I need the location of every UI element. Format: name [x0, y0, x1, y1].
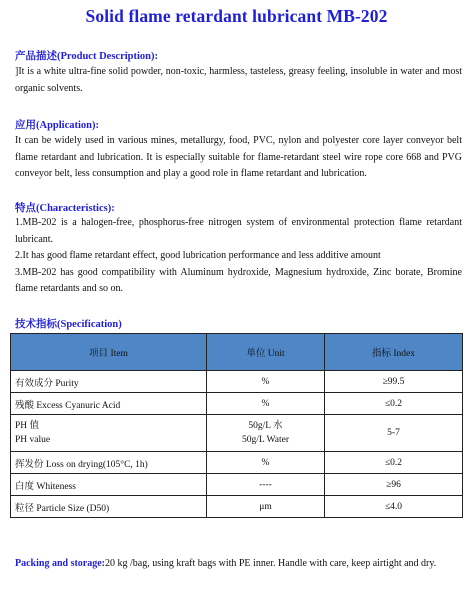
cell-unit: %: [207, 371, 325, 393]
cell-index: 5-7: [325, 415, 463, 452]
cell-item: 残酸 Excess Cyanuric Acid: [11, 393, 207, 415]
specification-table: [10, 333, 463, 518]
product-description-paragraph: ]It is a white ultra-fine solid powder, non-toxic, harmless, tasteless, greasy feeling, insoluble in water and most organic solvents.: [15, 66, 462, 94]
cell-unit: ----: [207, 474, 325, 496]
cell-item: 白度 Whiteness: [11, 474, 207, 496]
characteristics-item: 2.It has good flame retardant effect, good lubrication performance and less additive amount: [15, 250, 381, 261]
characteristics-item: 1.MB-202 is a halogen-free, phosphorus-free nitrogen system of environmental protection flame retardant lubricant.: [15, 217, 462, 245]
characteristics-item: 3.MB-202 has good compatibility with Aluminum hydroxide, Magnesium hydroxide, Zinc borate, Bromine flame retardants and so on.: [15, 266, 462, 294]
table-row: [11, 393, 463, 415]
packing-label: Packing and storage:: [15, 558, 105, 569]
column-header-item: 项目 Item: [11, 334, 207, 371]
cell-index: ≤0.2: [325, 452, 463, 474]
characteristics-list: [15, 215, 462, 298]
characteristics-heading: 特点(Characteristics):: [15, 203, 115, 214]
cell-index: ≤4.0: [325, 496, 463, 518]
document-title: Solid flame retardant lubricant MB-202: [85, 6, 388, 26]
table-header-row: [11, 334, 463, 371]
cell-unit: 50g/L 水 50g/L Water: [207, 415, 325, 452]
application-paragraph: It can be widely used in various mines, metallurgy, food, PVC, nylon and polyester core layer conveyor belt flame retardant and lubrication. It is especially suitable for flame-retardant steel wire rope core 668 and PVG conveyor belt, less consumption and play a good role in flame retardant and lubrication.: [15, 135, 462, 179]
table-row: [11, 474, 463, 496]
cell-index: ≤0.2: [325, 393, 463, 415]
column-header-unit: 单位 Unit: [207, 334, 325, 371]
table-row: [11, 415, 463, 452]
cell-item: 挥发份 Loss on drying(105°C, 1h): [11, 452, 207, 474]
cell-index: ≥96: [325, 474, 463, 496]
table-row: [11, 496, 463, 518]
column-header-index: 指标 Index: [325, 334, 463, 371]
cell-unit: %: [207, 393, 325, 415]
cell-item: 粒径 Particle Size (D50): [11, 496, 207, 518]
packing-storage: [15, 555, 462, 572]
product-description-text: [15, 64, 462, 97]
application-text: [15, 133, 462, 183]
specification-table-wrap: [10, 333, 462, 518]
packing-text: 20 kg /bag, using kraft bags with PE inner. Handle with care, keep airtight and dry.: [105, 558, 437, 569]
application-heading: 应用(Application):: [15, 120, 99, 131]
cell-item: PH 值 PH value: [11, 415, 207, 452]
product-description-heading: 产品描述(Product Description):: [15, 51, 158, 62]
cell-unit: %: [207, 452, 325, 474]
cell-index: ≥99.5: [325, 371, 463, 393]
cell-item: 有效成分 Purity: [11, 371, 207, 393]
table-row: [11, 371, 463, 393]
cell-unit: μm: [207, 496, 325, 518]
specification-heading: 技术指标(Specification): [15, 319, 122, 330]
table-row: [11, 452, 463, 474]
